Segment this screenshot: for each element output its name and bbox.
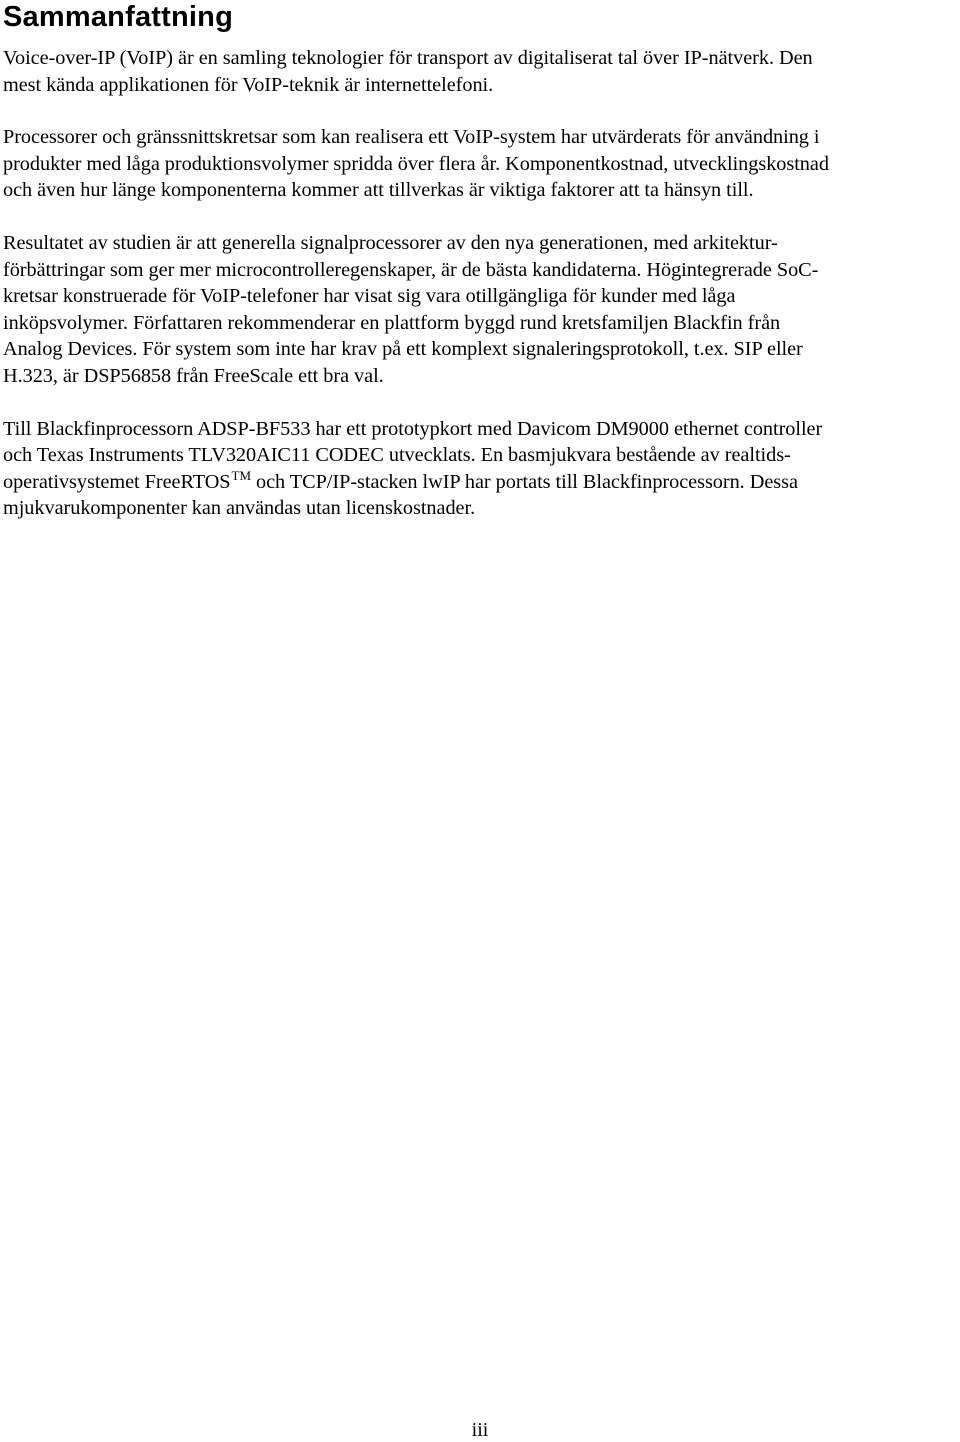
text-line: Till Blackfinprocessorn ADSP-BF533 har ett prototypkort med Davicom DM9000 ethernet controller	[3, 417, 823, 440]
document-page	[3, 0, 957, 522]
paragraph-prototype	[3, 416, 957, 522]
text-line: mjukvarukomponenter kan användas utan licenskostnader.	[3, 497, 476, 520]
text-line: förbättringar som ger mer microcontrolleregenskaper, är de bästa kandidaterna. Högintegrerade SoC-	[3, 258, 819, 281]
text-line: Resultatet av studien är att generella signalprocessorer av den nya generationen, med arkitektur-	[3, 231, 778, 254]
text-line-with-trademark	[3, 469, 957, 496]
paragraph-voip-intro	[3, 45, 957, 98]
page-number: iii	[471, 1419, 489, 1441]
text-line: produkter med låga produktionsvolymer spridda över flera år. Komponentkostnad, utvecklingskostnad	[3, 152, 829, 175]
text-line: Voice-over-IP (VoIP) är en samling teknologier för transport av digitaliserat tal över IP-nätverk. Den	[3, 47, 813, 69]
text-fragment: operativsystemet FreeRTOS	[3, 470, 231, 493]
text-line: och även hur länge komponenterna kommer att tillverkas är viktiga faktorer att ta hänsyn till.	[3, 179, 754, 202]
text-fragment: och TCP/IP-stacken lwIP har portats till Blackfinprocessorn. Dessa	[250, 470, 798, 493]
paragraph-results	[3, 230, 957, 390]
section-heading: Sammanfattning	[3, 1, 233, 33]
text-line: och Texas Instruments TLV320AIC11 CODEC utvecklats. En basmjukvara bestående av realtids-	[3, 444, 791, 467]
text-line: kretsar konstruerade för VoIP-telefoner har visat sig vara otillgängliga för kunder med låga	[3, 285, 736, 308]
text-line: inköpsvolymer. Författaren rekommenderar en plattform byggd rund kretsfamiljen Blackfin från	[3, 311, 781, 334]
text-line: mest kända applikationen för VoIP-teknik är internettelefoni.	[3, 73, 494, 96]
paragraph-evaluation	[3, 124, 957, 204]
text-line: Processorer och gränssnittskretsar som kan realisera ett VoIP-system har utvärderats för användning i	[3, 126, 820, 149]
text-line: H.323, är DSP56858 från FreeScale ett bra val.	[3, 364, 384, 387]
trademark-superscript: TM	[231, 467, 251, 483]
text-line: Analog Devices. För system som inte har krav på ett komplext signaleringsprotokoll, t.ex. SIP eller	[3, 338, 803, 361]
